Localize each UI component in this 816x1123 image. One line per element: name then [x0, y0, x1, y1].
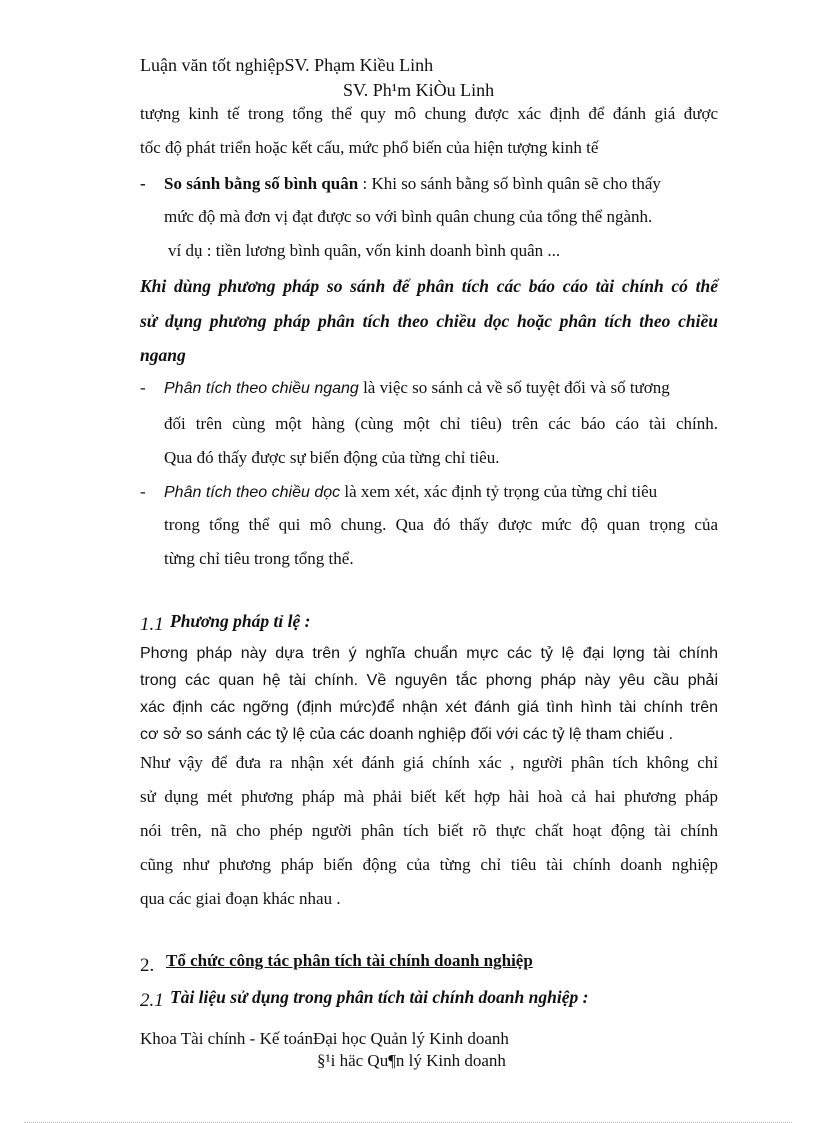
intro-line-2: tốc độ phát triển hoặc kết cấu, mức phổ biến của hiện tượng kinh tế [140, 138, 599, 157]
ratio-line-9: qua các giai đoạn khác nhau . [140, 889, 341, 908]
method-note-line-3: ngang [140, 345, 186, 365]
intro-line-1: tượng kinh tế trong tổng thể quy mô chung được xác định để đánh giá được [140, 104, 718, 123]
bullet-dash: - [140, 378, 146, 397]
avg-compare-line-2: mức độ mà đơn vị đạt được so với bình quân chung của tổng thể ngành. [164, 207, 653, 226]
vertical-line-2: trong tổng thể qui mô chung. Qua đó thấy được mức độ quan trọng của [164, 515, 718, 534]
ratio-line-7: nói trên, nã cho phép người phân tích biết rõ thực chất hoạt động tài chính [140, 821, 718, 840]
ratio-line-8: cũng như phương pháp biến động của từng chỉ tiêu tài chính doanh nghiệp [140, 855, 718, 874]
section-2-1-title: Tài liệu sử dụng trong phân tích tài chính doanh nghiệp : [170, 987, 589, 1007]
ratio-line-1: Phơng pháp này dựa trên ý nghĩa chuẩn mực các tỷ lệ đại lợng tài chính [140, 645, 718, 662]
horizontal-term: Phân tích theo chiều ngang [164, 380, 359, 397]
vertical-term: Phân tích theo chiều dọc [164, 484, 341, 501]
ratio-line-6: sử dụng mét phương pháp mà phải biết kết hợp hài hoà cả hai phương pháp [140, 787, 718, 806]
footer-line-1: Khoa Tài chính - Kế toánĐại học Quản lý Kinh doanh [140, 1029, 509, 1048]
section-2-1-number: 2.1 [140, 990, 164, 1011]
bullet-dash: - [140, 174, 146, 193]
vertical-line-1 [164, 482, 718, 502]
section-2-title: Tổ chức công tác phân tích tài chính doanh nghiệp [166, 951, 533, 970]
ratio-line-3: xác định các ngỡng (định mức)để nhận xét đánh giá tình hình tài chính trên [140, 699, 718, 716]
horizontal-line-3: Qua đó thấy được sự biến động của từng chỉ tiêu. [164, 448, 500, 467]
section-1-1-title: Phương pháp tỉ lệ : [170, 611, 311, 631]
vertical-line-3: từng chỉ tiêu trong tổng thể. [164, 549, 354, 568]
header-title-line1: Luận văn tốt nghiệpSV. Phạm Kiều Linh [140, 55, 434, 75]
vertical-rest: là xem xét, xác định tỷ trọng của từng chỉ tiêu [340, 482, 658, 501]
method-note-line-2: sử dụng phương pháp phân tích theo chiều dọc hoặc phân tích theo chiều [140, 311, 718, 331]
section-1-1-number: 1.1 [140, 614, 164, 635]
section-2-number: 2. [140, 955, 155, 976]
horizontal-line-2: đối trên cùng một hàng (cùng một chỉ tiêu) trên các báo cáo tài chính. [164, 414, 718, 433]
ratio-line-2: trong các quan hệ tài chính. Về nguyên tắc phơng pháp này yêu cầu phải [140, 672, 718, 689]
avg-compare-rest: : Khi so sánh bằng số bình quân sẽ cho thấy [358, 174, 661, 193]
footer-line-2: §¹i häc Qu¶n lý Kinh doanh [317, 1051, 506, 1070]
horizontal-line-1 [164, 378, 718, 398]
ratio-line-5: Như vậy để đưa ra nhận xét đánh giá chính xác , người phân tích không chỉ [140, 753, 718, 772]
ratio-line-4: cơ sở so sánh các tỷ lệ của các doanh nghiệp đối với các tỷ lệ tham chiếu . [140, 726, 674, 743]
avg-compare-line-1 [164, 174, 718, 194]
method-note-line-1: Khi dùng phương pháp so sánh để phân tích các báo cáo tài chính có thể [140, 276, 718, 296]
header-title-line2: SV. Ph¹m KiÒu Linh [343, 80, 495, 100]
avg-compare-example: ví dụ : tiền lương bình quân, vốn kinh doanh bình quân ... [168, 241, 561, 260]
avg-compare-term: So sánh bằng số bình quân [164, 174, 359, 193]
horizontal-rest: là việc so sánh cả về số tuyệt đối và số tương [358, 378, 670, 397]
bullet-dash: - [140, 482, 146, 501]
